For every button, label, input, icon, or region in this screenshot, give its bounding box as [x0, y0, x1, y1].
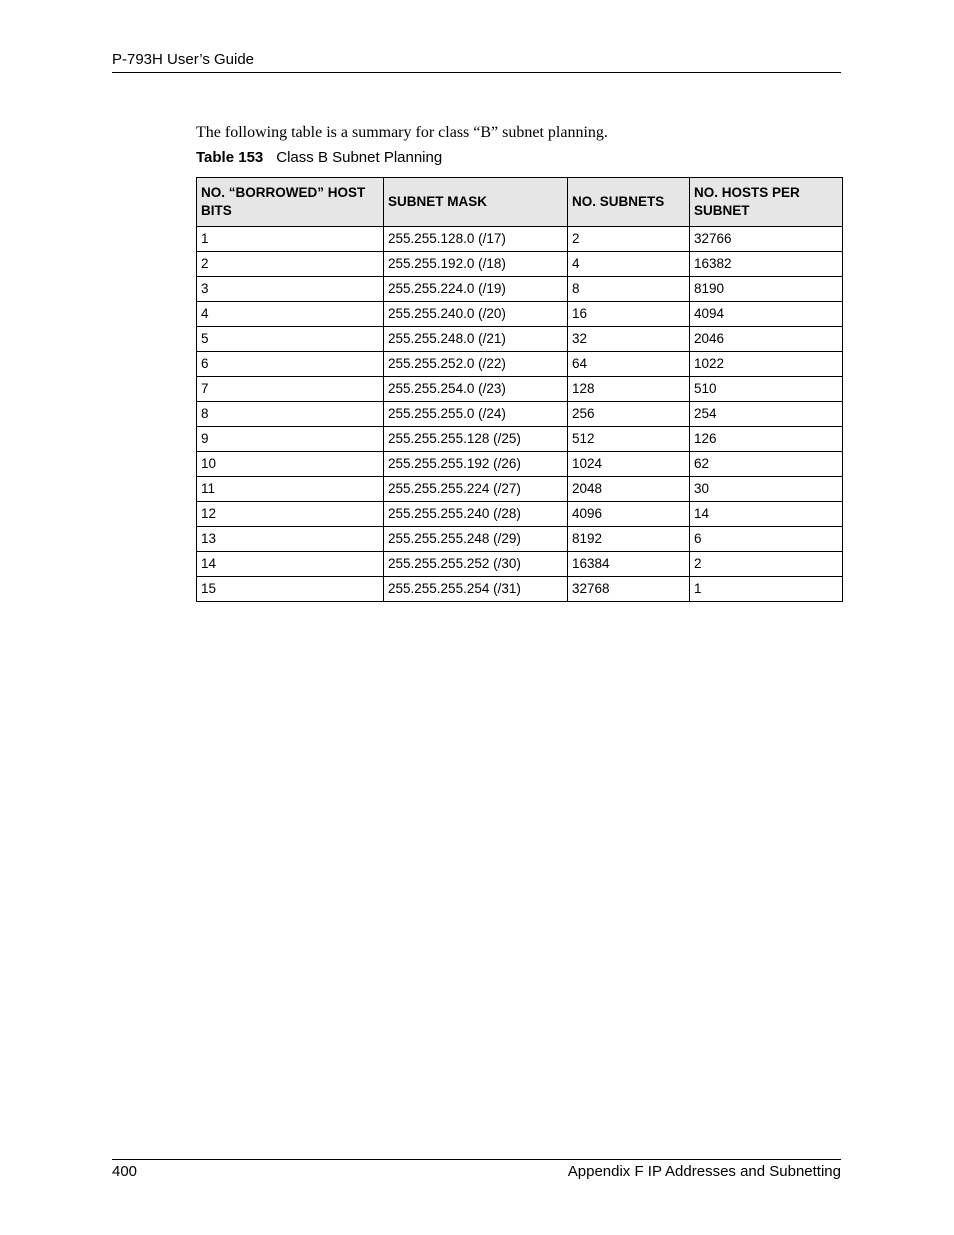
- subnets-cell: 16: [568, 302, 690, 327]
- subnets-cell: 1024: [568, 452, 690, 477]
- borrowed-bits-cell: 3: [197, 277, 384, 302]
- hosts-per-subnet-cell: 510: [690, 377, 843, 402]
- borrowed-bits-cell: 14: [197, 552, 384, 577]
- column-header-hosts-per-subnet: NO. HOSTS PER SUBNET: [690, 178, 843, 227]
- subnet-mask-cell: 255.255.255.254 (/31): [384, 577, 568, 602]
- subnets-cell: 4: [568, 252, 690, 277]
- subnets-cell: 2048: [568, 477, 690, 502]
- borrowed-bits-cell: 12: [197, 502, 384, 527]
- table-row: [197, 227, 843, 252]
- subnet-mask-cell: 255.255.255.0 (/24): [384, 402, 568, 427]
- hosts-per-subnet-cell: 62: [690, 452, 843, 477]
- table-row: [197, 402, 843, 427]
- table-row: [197, 252, 843, 277]
- subnet-mask-cell: 255.255.224.0 (/19): [384, 277, 568, 302]
- subnet-mask-cell: 255.255.192.0 (/18): [384, 252, 568, 277]
- subnets-cell: 256: [568, 402, 690, 427]
- borrowed-bits-cell: 15: [197, 577, 384, 602]
- column-header-borrowed-bits: NO. “BORROWED” HOST BITS: [197, 178, 384, 227]
- hosts-per-subnet-cell: 30: [690, 477, 843, 502]
- borrowed-bits-cell: 1: [197, 227, 384, 252]
- table-row: [197, 502, 843, 527]
- table-row: [197, 327, 843, 352]
- subnets-cell: 2: [568, 227, 690, 252]
- table-row: [197, 577, 843, 602]
- table-number: Table 153: [196, 149, 264, 166]
- subnet-mask-cell: 255.255.255.224 (/27): [384, 477, 568, 502]
- subnet-mask-cell: 255.255.255.240 (/28): [384, 502, 568, 527]
- subnet-mask-cell: 255.255.255.128 (/25): [384, 427, 568, 452]
- subnet-mask-cell: 255.255.252.0 (/22): [384, 352, 568, 377]
- subnet-mask-cell: 255.255.128.0 (/17): [384, 227, 568, 252]
- footer-section-title: Appendix F IP Addresses and Subnetting: [567, 1163, 841, 1180]
- hosts-per-subnet-cell: 126: [690, 427, 843, 452]
- table-row: [197, 377, 843, 402]
- subnets-cell: 32: [568, 327, 690, 352]
- page-header: [112, 51, 841, 73]
- hosts-per-subnet-cell: 6: [690, 527, 843, 552]
- table-title: Class B Subnet Planning: [276, 149, 443, 166]
- table-row: [197, 452, 843, 477]
- subnet-mask-cell: 255.255.255.252 (/30): [384, 552, 568, 577]
- table-row: [197, 277, 843, 302]
- subnet-mask-cell: 255.255.255.248 (/29): [384, 527, 568, 552]
- subnets-cell: 512: [568, 427, 690, 452]
- hosts-per-subnet-cell: 16382: [690, 252, 843, 277]
- hosts-per-subnet-cell: 1022: [690, 352, 843, 377]
- borrowed-bits-cell: 4: [197, 302, 384, 327]
- table-row: [197, 427, 843, 452]
- subnet-planning-table: [196, 177, 843, 602]
- hosts-per-subnet-cell: 4094: [690, 302, 843, 327]
- subnet-mask-cell: 255.255.254.0 (/23): [384, 377, 568, 402]
- page-footer: [112, 1159, 841, 1181]
- table-row: [197, 477, 843, 502]
- page-number: 400: [112, 1163, 138, 1180]
- borrowed-bits-cell: 2: [197, 252, 384, 277]
- subnets-cell: 64: [568, 352, 690, 377]
- borrowed-bits-cell: 11: [197, 477, 384, 502]
- table-row: [197, 352, 843, 377]
- column-header-subnets: NO. SUBNETS: [568, 178, 690, 227]
- borrowed-bits-cell: 5: [197, 327, 384, 352]
- subnets-cell: 8: [568, 277, 690, 302]
- subnet-mask-cell: 255.255.240.0 (/20): [384, 302, 568, 327]
- hosts-per-subnet-cell: 14: [690, 502, 843, 527]
- subnets-cell: 4096: [568, 502, 690, 527]
- hosts-per-subnet-cell: 2046: [690, 327, 843, 352]
- table-caption: [196, 148, 442, 167]
- borrowed-bits-cell: 8: [197, 402, 384, 427]
- borrowed-bits-cell: 9: [197, 427, 384, 452]
- borrowed-bits-cell: 7: [197, 377, 384, 402]
- table-header-row: [197, 178, 843, 227]
- hosts-per-subnet-cell: 32766: [690, 227, 843, 252]
- borrowed-bits-cell: 13: [197, 527, 384, 552]
- table-row: [197, 527, 843, 552]
- borrowed-bits-cell: 6: [197, 352, 384, 377]
- column-header-subnet-mask: SUBNET MASK: [384, 178, 568, 227]
- subnet-mask-cell: 255.255.255.192 (/26): [384, 452, 568, 477]
- subnets-cell: 8192: [568, 527, 690, 552]
- hosts-per-subnet-cell: 8190: [690, 277, 843, 302]
- subnets-cell: 32768: [568, 577, 690, 602]
- borrowed-bits-cell: 10: [197, 452, 384, 477]
- table-row: [197, 552, 843, 577]
- hosts-per-subnet-cell: 2: [690, 552, 843, 577]
- subnets-cell: 128: [568, 377, 690, 402]
- intro-paragraph: The following table is a summary for class “B” subnet planning.: [196, 124, 608, 141]
- table-row: [197, 302, 843, 327]
- subnet-mask-cell: 255.255.248.0 (/21): [384, 327, 568, 352]
- hosts-per-subnet-cell: 1: [690, 577, 843, 602]
- guide-title: P-793H User’s Guide: [112, 51, 255, 68]
- table-body: [197, 227, 843, 602]
- hosts-per-subnet-cell: 254: [690, 402, 843, 427]
- subnets-cell: 16384: [568, 552, 690, 577]
